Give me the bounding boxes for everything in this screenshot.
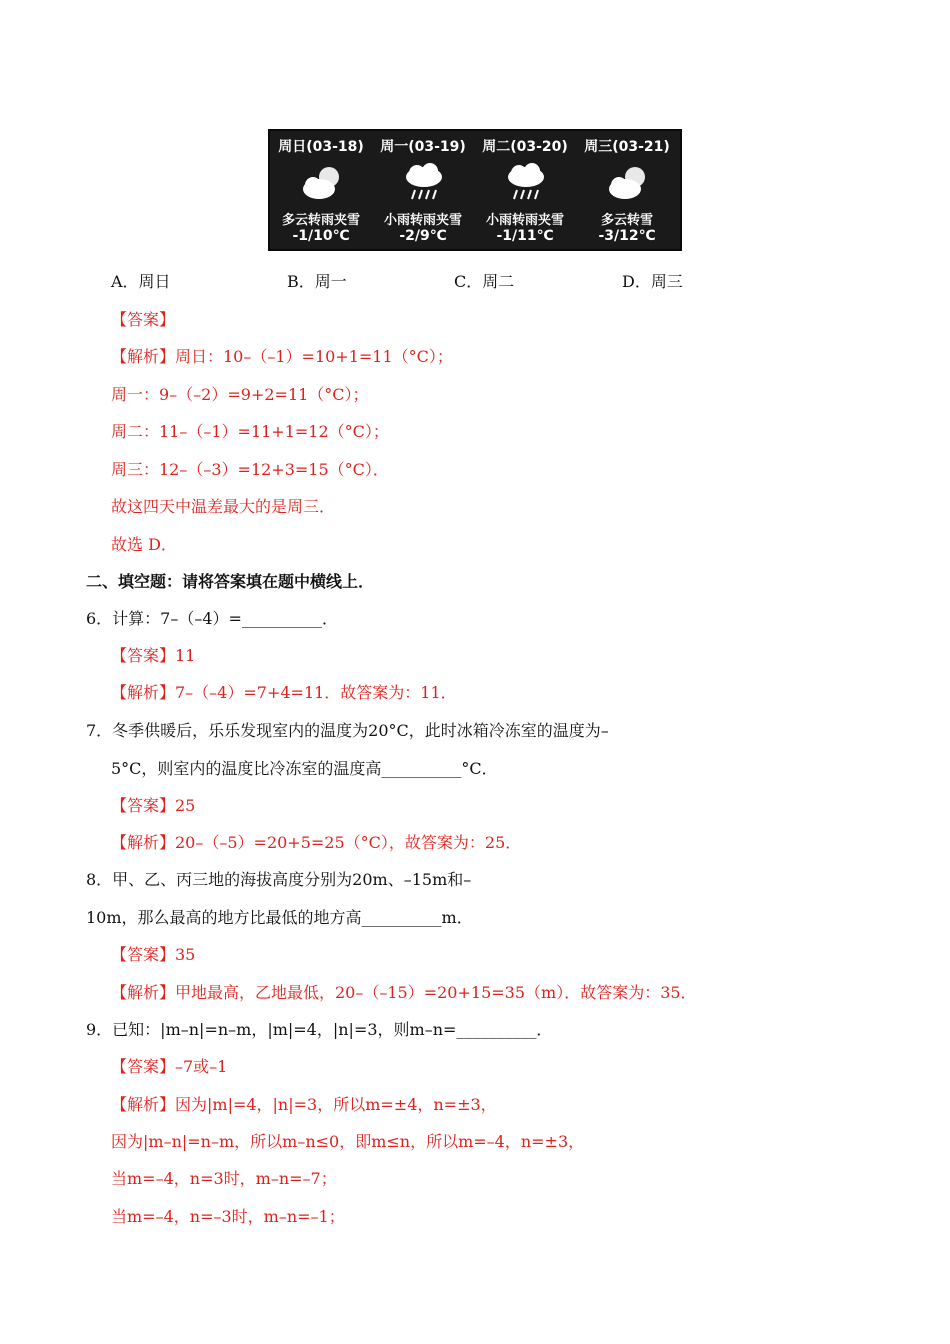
section-title: 二、填空题：请将答案填在题中横线上． — [86, 572, 375, 591]
rain-cloud-icon — [401, 163, 447, 203]
analysis-9-line: 当m=–4，n=–3时，m–n=–1； — [111, 1207, 345, 1226]
analysis-6: 【解析】7–（–4）=7+4=11．故答案为：11． — [111, 683, 457, 702]
analysis-9-line: 因为|m–n|=n–m，所以m–n≤0，即m≤n，所以m=–4，n=±3， — [111, 1132, 585, 1151]
option-d: D．周三 — [622, 272, 683, 291]
answer-6: 【答案】11 — [111, 646, 196, 665]
weather-date: 周一(03-19) — [380, 139, 466, 155]
analysis-line: 【解析】周日：10–（–1）=10+1=11（°C）； — [111, 347, 453, 366]
weather-date: 周三(03-21) — [584, 139, 670, 155]
weather-forecast-image — [268, 129, 682, 251]
weather-date: 周日(03-18) — [278, 139, 364, 155]
weather-day — [576, 131, 678, 249]
answer-7: 【答案】25 — [111, 796, 196, 815]
weather-temp: -3/12℃ — [598, 228, 656, 244]
weather-temp: -2/9℃ — [399, 228, 447, 244]
weather-desc: 小雨转雨夹雪 — [485, 213, 564, 228]
option-b: B．周一 — [287, 272, 347, 291]
cloud-sun-icon — [605, 163, 651, 203]
option-a: A．周日 — [111, 272, 171, 291]
weather-day — [270, 131, 372, 249]
question-8-line2: 10m，那么最高的地方比最低的地方高__________m． — [86, 908, 473, 927]
weather-desc: 多云转雪 — [600, 213, 653, 228]
answer-8: 【答案】35 — [111, 945, 196, 964]
rain-cloud-icon — [503, 163, 549, 203]
analysis-line: 故这四天中温差最大的是周三． — [111, 497, 336, 516]
question-7-line1: 7．冬季供暖后，乐乐发现室内的温度为20°C，此时冰箱冷冻室的温度为– — [86, 721, 609, 740]
option-c: C．周二 — [454, 272, 515, 291]
weather-desc: 多云转雨夹雪 — [281, 213, 360, 228]
weather-desc: 小雨转雨夹雪 — [383, 213, 462, 228]
weather-date: 周二(03-20) — [482, 139, 568, 155]
analysis-line: 周二：11–（–1）=11+1=12（°C）； — [111, 422, 389, 441]
question-8-line1: 8．甲、乙、丙三地的海拔高度分别为20m、–15m和– — [86, 870, 472, 889]
question-6: 6．计算：7–（–4）=__________． — [86, 609, 338, 628]
cloud-sun-icon — [299, 163, 345, 203]
answer-9: 【答案】–7或–1 — [111, 1057, 228, 1076]
weather-temp: -1/10℃ — [292, 228, 350, 244]
analysis-7: 【解析】20–（–5）=20+5=25（°C），故答案为：25． — [111, 833, 522, 852]
weather-day — [474, 131, 576, 249]
analysis-line: 周一：9–（–2）=9+2=11（°C）； — [111, 385, 369, 404]
weather-day — [372, 131, 474, 249]
analysis-8: 【解析】甲地最高，乙地最低，20–（–15）=20+15=35（m）．故答案为：35． — [111, 983, 697, 1002]
analysis-9-line: 【解析】因为|m|=4，|n|=3，所以m=±4，n=±3， — [111, 1095, 497, 1114]
analysis-line: 故选 D． — [111, 535, 177, 554]
analysis-9-line: 当m=–4，n=3时，m–n=–7； — [111, 1169, 337, 1188]
answer-label: 【答案】 — [111, 310, 176, 329]
analysis-line: 周三：12–（–3）=12+3=15（°C）． — [111, 460, 389, 479]
question-9: 9．已知：|m–n|=n–m，|m|=4，|n|=3，则m–n=__________． — [86, 1020, 553, 1039]
weather-temp: -1/11℃ — [496, 228, 554, 244]
question-7-line2: 5°C，则室内的温度比冷冻室的温度高__________°C． — [111, 759, 498, 778]
